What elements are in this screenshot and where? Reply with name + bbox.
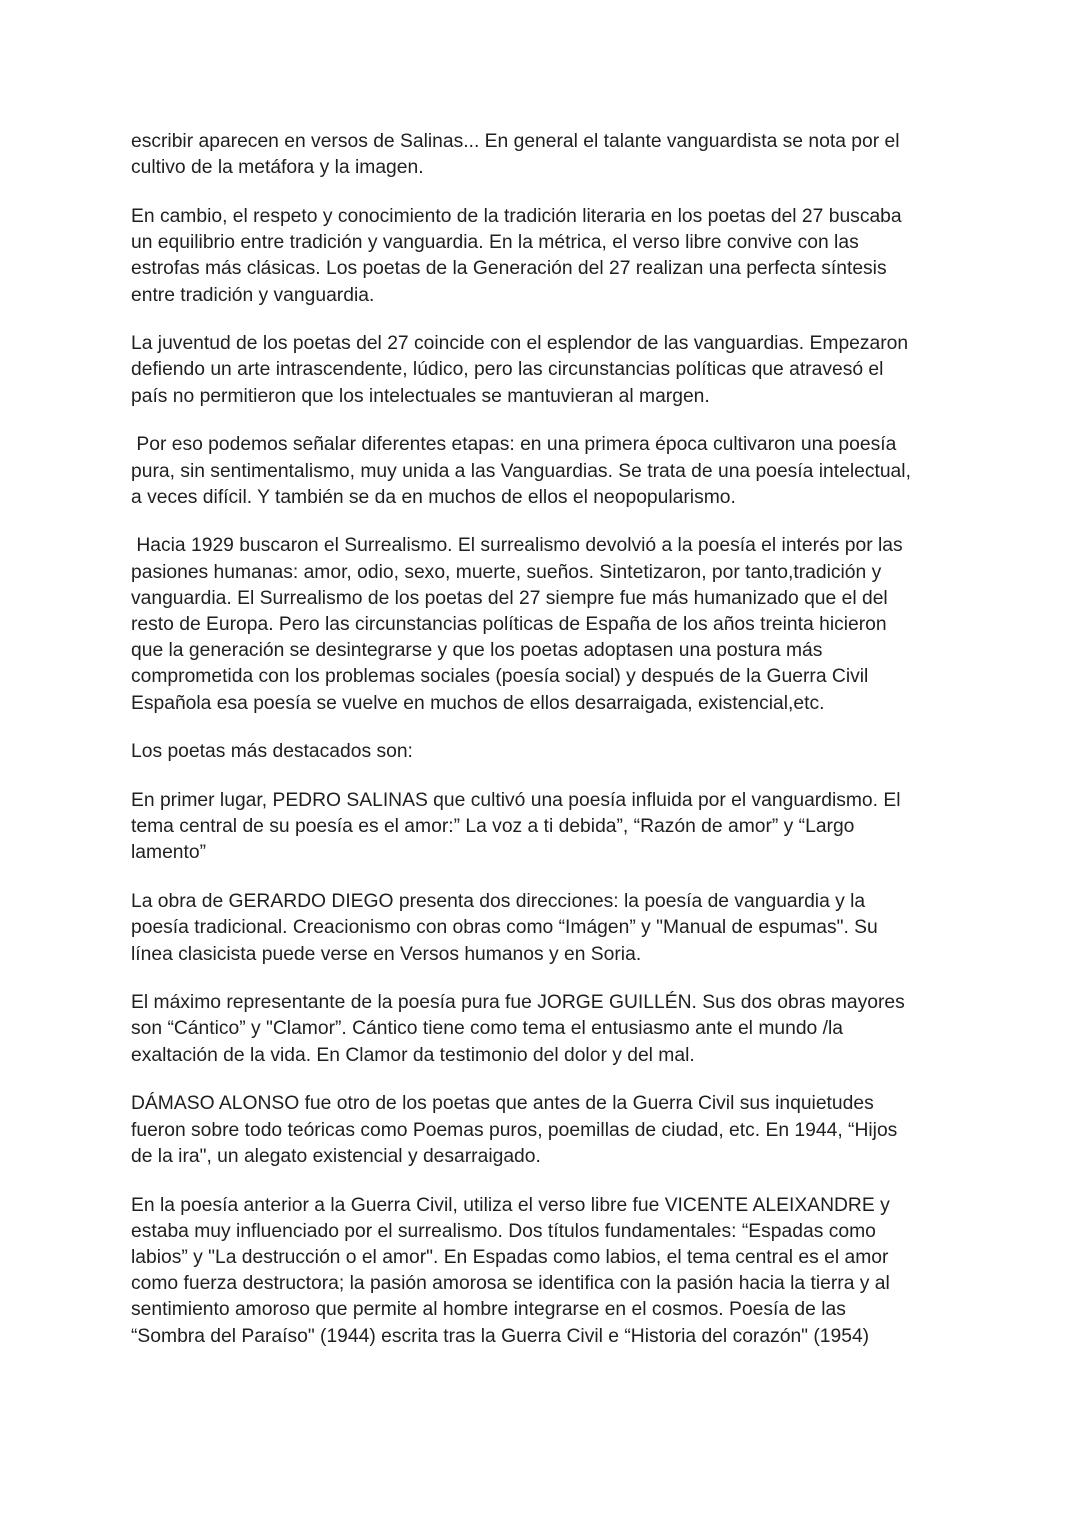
paragraph-pedro-salinas: En primer lugar, PEDRO SALINAS que cultivó una poesía influida por el vanguardismo. El tema central de su poesía es el amor:” La voz a ti debida”, “Razón de amor” y “Largo lamento” <box>131 790 901 864</box>
paragraph-vicente-aleixandre: En la poesía anterior a la Guerra Civil, utiliza el verso libre fue VICENTE ALEIXANDRE y estaba muy influenciado por el surrealismo. Dos títulos fundamentales: “Espadas como labios” y "La destrucción o el amor". En Espadas como labios, el tema central es el amor como fuerza destructora; la pasión amorosa se identifica con la pasión hacia la tierra y al sentimiento amoroso que permite al hombre integrarse en el cosmos. Poesía de las “Sombra del Paraíso" (1944) escrita tras la Guerra Civil e “Historia del corazón" (1954) <box>131 1194 890 1347</box>
paragraph-tradicion-vanguardia: En cambio, el respeto y conocimiento de la tradición literaria en los poetas del 27 buscaba un equilibrio entre tradición y vanguardia. En la métrica, el verso libre convive con las estrofas más clásicas. Los poetas de la Generación del 27 realizan una perfecta síntesis entre tradición y vanguardia. <box>131 205 902 306</box>
paragraph-etapas: Por eso podemos señalar diferentes etapas: en una primera época cultivaron una poesía pura, sin sentimentalismo, muy unida a las Vanguardias. Se trata de una poesía intelectual, a veces difícil. Y también se da en muchos de ellos el neopopularismo. <box>131 434 911 508</box>
paragraph-surrealismo: Hacia 1929 buscaron el Surrealismo. El surrealismo devolvió a la poesía el interés por las pasiones humanas: amor, odio, sexo, muerte, sueños. Sintetizaron, por tanto,tradición y vanguardia. El Surrealismo de los poetas del 27 siempre fue más humanizado que el del resto de Europa. Pero las circunstancias políticas de España de los años treinta hicieron que la generación se desintegrarse y que los poetas adoptasen una postura más comprometida con los problemas sociales (poesía social) y después de la Guerra Civil Española esa poesía se vuelve en muchos de ellos desarraigada, existencial,etc. <box>131 535 903 714</box>
paragraph-salinas-vanguardismo: escribir aparecen en versos de Salinas... En general el talante vanguardista se nota por el cultivo de la metáfora y la imagen. <box>131 131 900 179</box>
paragraph-juventud-poetas: La juventud de los poetas del 27 coincide con el esplendor de las vanguardias. Empezaron defiendo un arte intrascendente, lúdico, pero las circunstancias políticas que atravesó el país no permitieron que los intelectuales se mantuvieran al margen. <box>131 333 909 407</box>
document-body <box>131 129 946 1372</box>
paragraph-jorge-guillen: El máximo representante de la poesía pura fue JORGE GUILLÉN. Sus dos obras mayores son “Cántico” y "Clamor”. Cántico tiene como tema el entusiasmo ante el mundo /la exaltación de la vida. En Clamor da testimonio del dolor y del mal. <box>131 992 905 1066</box>
paragraph-damaso-alonso: DÁMASO ALONSO fue otro de los poetas que antes de la Guerra Civil sus inquietudes fueron sobre todo teóricas como Poemas puros, poemillas de ciudad, etc. En 1944, “Hijos de la ira", un alegato existencial y desarraigado. <box>131 1093 898 1167</box>
paragraph-gerardo-diego: La obra de GERARDO DIEGO presenta dos direcciones: la poesía de vanguardia y la poesía tradicional. Creacionismo con obras como “Imágen” y "Manual de espumas". Su línea clasicista puede verse en Versos humanos y en Soria. <box>131 891 878 965</box>
paragraph-poetas-destacados: Los poetas más destacados son: <box>131 741 413 763</box>
